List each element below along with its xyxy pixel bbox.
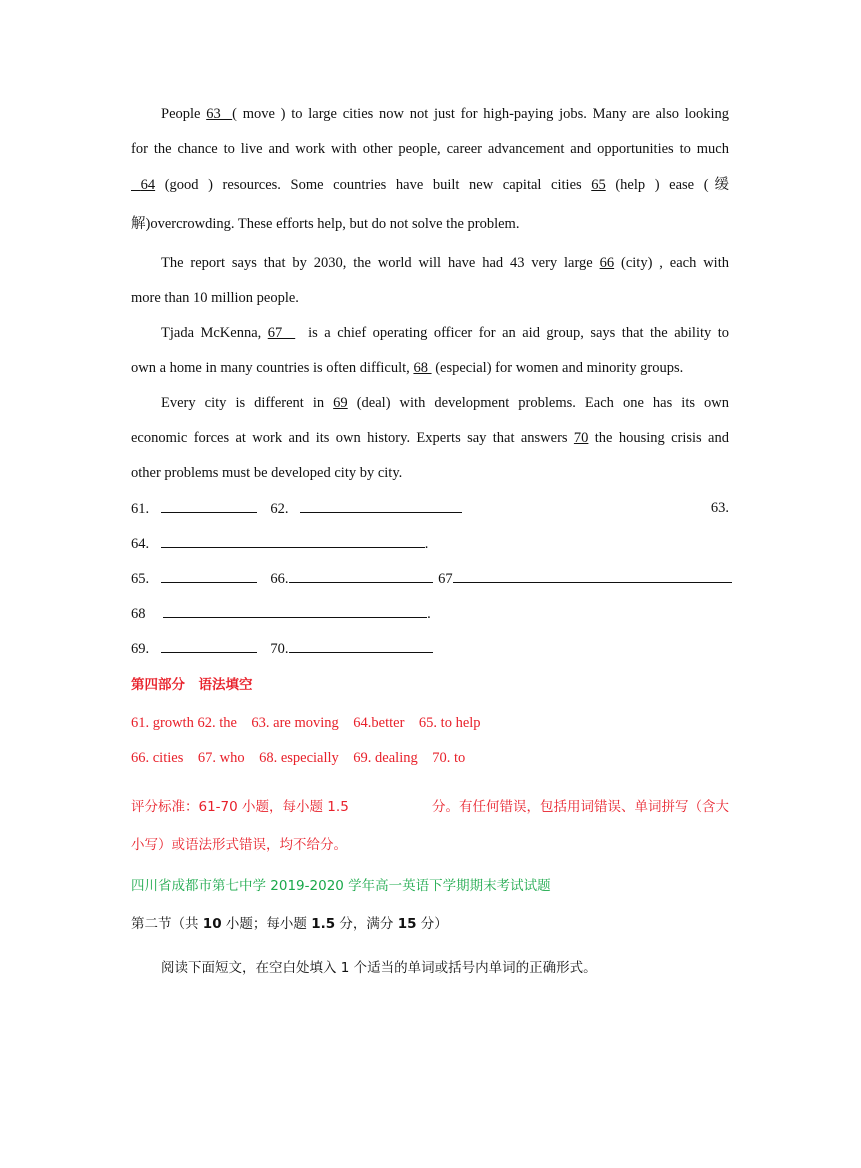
passage-line: People 63 ( move ) to large cities now not just for high-paying jobs. Many are also looking: [161, 106, 730, 122]
passage-line: 64 (good ) resources. Some countries have built new capital cities 65 (help ) ease (缓: [131, 175, 729, 195]
passage-line: more than 10 million people.: [131, 290, 299, 306]
section-title: 第四部分 语法填空: [131, 677, 253, 693]
passage-line: 解)overcrowding. These efforts help, but do not solve the problem.: [131, 216, 520, 232]
answer-row: 64. .: [131, 533, 428, 554]
passage-line: own a home in many countries is often difficult, 68 (especial) for women and minority groups.: [131, 360, 684, 376]
section-2-header: 第二节（共 10 小题；每小题 1.5 分，满分 15 分）: [131, 916, 448, 932]
blank-65: 65: [591, 177, 606, 193]
answer-blank-62[interactable]: [300, 498, 462, 513]
scoring-criteria: 评分标准：61-70 小题，每小题 1.5 分。有任何错误，包括用词错误、单词拼写（含大: [131, 799, 729, 815]
passage-line: Tjada McKenna, 67 is a chief operating officer for an aid group, says that the ability to: [161, 325, 729, 341]
source-title: 四川省成都市第七中学 2019-2020 学年高一英语下学期期末考试试题: [131, 878, 551, 894]
answer-blank-66[interactable]: [289, 568, 433, 583]
blank-63: 63: [206, 106, 233, 122]
blank-64: 64: [140, 177, 156, 193]
answer-row: 69. 70.: [131, 638, 433, 659]
answer-key-row-1: 61. growth 62. the 63. are moving 64.better 65. to help: [131, 715, 481, 731]
blank-68: 68: [413, 360, 432, 376]
blank-69: 69: [333, 395, 348, 411]
instruction-text: 阅读下面短文，在空白处填入 1 个适当的单词或括号内单词的正确形式。: [161, 960, 597, 976]
answer-key-row-2: 66. cities 67. who 68. especially 69. dealing 70. to: [131, 750, 466, 766]
answer-row: 68 .: [131, 603, 431, 624]
answer-blank-67[interactable]: [453, 568, 732, 583]
passage-line: Every city is different in 69 (deal) with development problems. Each one has its own: [161, 395, 730, 411]
answer-blank-70[interactable]: [289, 638, 433, 653]
answer-blank-61[interactable]: [161, 498, 257, 513]
answer-row: 61. 62. 63.: [131, 500, 729, 517]
blank-67: 67: [267, 325, 296, 341]
passage-line: economic forces at work and its own history. Experts say that answers 70 the housing crisis and: [131, 430, 729, 446]
answer-blank-68[interactable]: [163, 603, 427, 618]
blank-70: 70: [573, 430, 589, 446]
answer-blank-65[interactable]: [161, 568, 257, 583]
answer-row: 65. 66. 67: [131, 568, 729, 589]
passage-line: for the chance to live and work with other people, career advancement and opportunities to much: [131, 141, 729, 157]
blank-66: 66: [599, 255, 615, 271]
passage-line: The report says that by 2030, the world will have had 43 very large 66 (city) , each with: [161, 255, 729, 271]
answer-blank-64[interactable]: [161, 533, 425, 548]
passage-line: other problems must be developed city by city.: [131, 465, 403, 481]
answer-blank-69[interactable]: [161, 638, 257, 653]
scoring-criteria-cont: 小写）或语法形式错误，均不给分。: [131, 837, 347, 853]
